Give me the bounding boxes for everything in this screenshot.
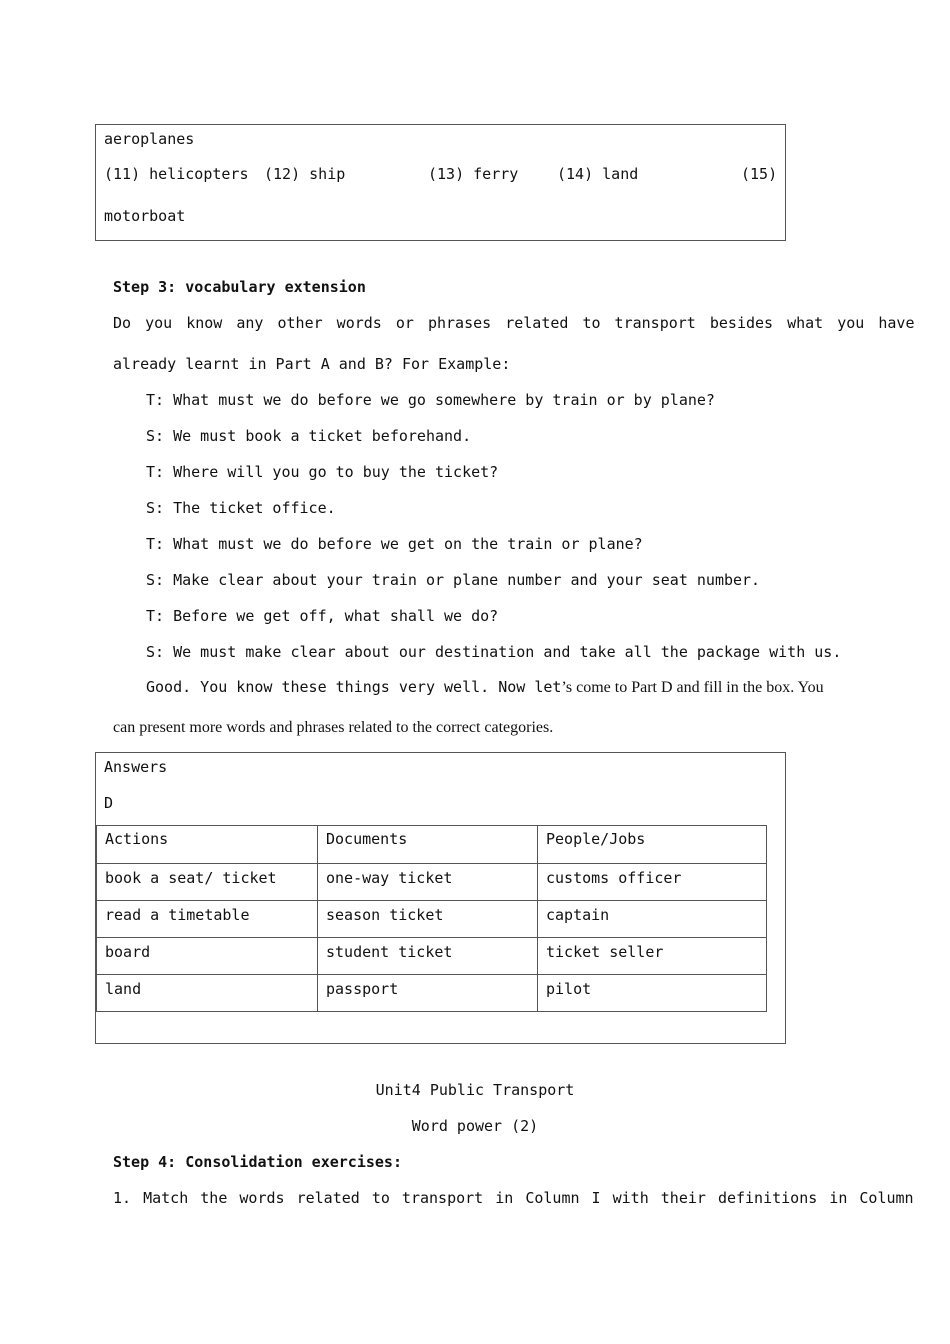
table-cell: board [97, 938, 318, 975]
table-row [97, 938, 767, 975]
table-cell: pilot [538, 975, 767, 1012]
table-cell: read a timetable [97, 901, 318, 938]
box-item-12: (12) ship [264, 165, 346, 183]
header-cell: Documents [318, 826, 538, 864]
table-cell: book a seat/ ticket [97, 864, 318, 901]
good-line: Good. You know these things very well. Now let’s come to Part D and fill in the box. You [146, 678, 824, 696]
table-row [97, 975, 767, 1012]
box-item-14: (14) land [557, 165, 639, 183]
dialogue-line: T: Where will you go to buy the ticket? [146, 463, 499, 481]
step3-intro-line2: already learnt in Part A and B? For Example: [113, 355, 511, 373]
box-line-1: aeroplanes [104, 130, 195, 148]
step4-heading: Step 4: Consolidation exercises: [113, 1153, 402, 1171]
box-line-3: motorboat [104, 207, 186, 225]
dialogue-line: T: Before we get off, what shall we do? [146, 607, 499, 625]
dialogue-line: S: The ticket office. [146, 499, 336, 517]
answers-table [96, 825, 767, 1012]
good-line-2: can present more words and phrases related to the correct categories. [113, 719, 554, 736]
header-cell: People/Jobs [538, 826, 767, 864]
table-cell: ticket seller [538, 938, 767, 975]
table-cell: captain [538, 901, 767, 938]
table-cell: student ticket [318, 938, 538, 975]
table-cell: season ticket [318, 901, 538, 938]
step3-intro-line1: Do you know any other words or phrases related to transport besides what you have [113, 314, 915, 332]
table-row [97, 864, 767, 901]
box-item-15: (15) [741, 165, 778, 183]
box-item-11: (11) helicopters [104, 165, 249, 183]
table-cell: passport [318, 975, 538, 1012]
table-cell: customs officer [538, 864, 767, 901]
dialogue-line: S: We must book a ticket beforehand. [146, 427, 472, 445]
step3-heading: Step 3: vocabulary extension [113, 278, 366, 296]
table-header-row [97, 826, 767, 864]
table-cell: land [97, 975, 318, 1012]
table-row [97, 901, 767, 938]
box-item-13: (13) ferry [428, 165, 519, 183]
unit-subtitle: Word power (2) [411, 1117, 539, 1135]
table-cell: one-way ticket [318, 864, 538, 901]
unit-title: Unit4 Public Transport [375, 1081, 575, 1099]
header-cell: Actions [97, 826, 318, 864]
answers-part: D [104, 794, 114, 812]
dialogue-line: T: What must we do before we go somewhere by train or by plane? [146, 391, 715, 409]
dialogue-line: S: Make clear about your train or plane number and your seat number. [146, 571, 761, 589]
dialogue-line: T: What must we do before we get on the train or plane? [146, 535, 643, 553]
step4-line1: 1. Match the words related to transport in Column I with their definitions in Column [113, 1189, 914, 1207]
dialogue-line: S: We must make clear about our destination and take all the package with us. [146, 643, 842, 661]
answers-label: Answers [104, 758, 168, 776]
